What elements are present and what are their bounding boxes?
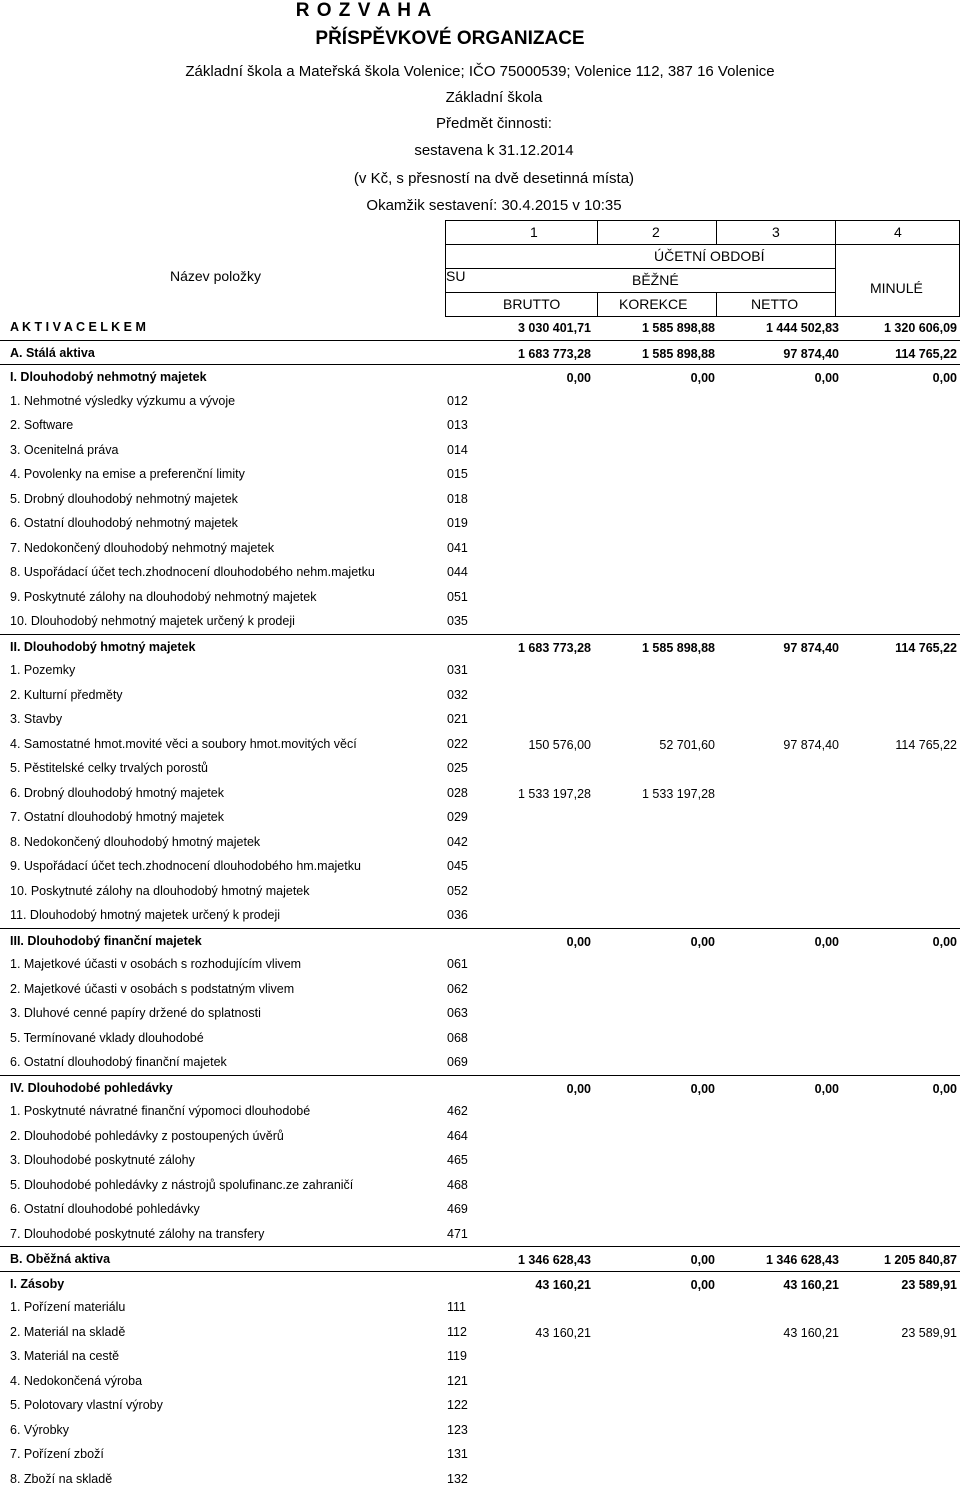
row-name: 5. Termínované vklady dlouhodobé (10, 1030, 204, 1045)
row-name: 1. Majetkové účasti v osobách s rozhodujícím vlivem (10, 957, 302, 971)
row-su-code: 013 (447, 418, 468, 432)
row-name: A. Stálá aktiva (10, 345, 95, 360)
table-row (0, 609, 960, 634)
table-row (0, 1393, 960, 1418)
row-value-col-1: 0,00 (566, 1081, 591, 1096)
row-su-code: 032 (447, 687, 468, 702)
table-row (0, 1075, 960, 1100)
row-value-col-2: 1 533 197,28 (642, 786, 715, 801)
table-row (0, 462, 960, 487)
row-su-code: 021 (447, 712, 468, 726)
row-su-code: 045 (447, 859, 468, 873)
row-name: 1. Pořízení materiálu (10, 1300, 126, 1314)
row-su-code: 462 (447, 1104, 468, 1118)
row-su-code: 062 (447, 981, 468, 996)
table-row (0, 1320, 960, 1345)
row-value-col-4: 0,00 (932, 371, 957, 385)
row-name: 3. Materiál na cestě (10, 1349, 120, 1363)
table-row (0, 1246, 960, 1271)
table-row (0, 389, 960, 414)
row-name: 10. Dlouhodobý nehmotný majetek určený k prodeji (10, 614, 295, 628)
row-value-col-4: 114 765,22 (895, 737, 957, 752)
row-su-code: 123 (447, 1422, 468, 1437)
table-row (0, 1124, 960, 1149)
row-name: 6. Drobný dlouhodobý hmotný majetek (10, 785, 225, 800)
row-name: 3. Ocenitelná práva (10, 442, 119, 457)
row-name: 6. Výrobky (10, 1422, 70, 1437)
table-row (0, 1442, 960, 1467)
row-su-code: 028 (447, 785, 468, 800)
table-row (0, 1295, 960, 1320)
row-name: 11. Dlouhodobý hmotný majetek určený k prodeji (10, 908, 281, 922)
table-row (0, 1148, 960, 1173)
table-row (0, 1197, 960, 1222)
table-row (0, 585, 960, 610)
row-name: 7. Dlouhodobé poskytnuté zálohy na transfery (10, 1226, 265, 1241)
row-name: 2. Kulturní předměty (10, 687, 123, 702)
row-name: 6. Ostatní dlouhodobý nehmotný majetek (10, 516, 238, 530)
table-row (0, 707, 960, 732)
row-value-col-1: 3 030 401,71 (518, 321, 591, 335)
row-su-code: 471 (447, 1226, 468, 1241)
row-value-col-4: 1 320 606,09 (884, 321, 957, 335)
row-value-col-4: 23 589,91 (901, 1325, 957, 1340)
organization-line: Základní škola a Mateřská škola Volenice; IČO 75000539; Volenice 112, 387 16 Volenice (185, 63, 775, 80)
row-value-col-1: 1 683 773,28 (518, 346, 591, 361)
row-su-code: 112 (447, 1324, 467, 1339)
table-row (0, 511, 960, 536)
table-row (0, 413, 960, 438)
table-row (0, 315, 960, 340)
col-number-4: 4 (894, 224, 902, 240)
row-value-col-3: 97 874,40 (783, 346, 839, 361)
table-row (0, 756, 960, 781)
table-row (0, 438, 960, 463)
row-su-code: 041 (447, 540, 468, 555)
row-value-col-1: 150 576,00 (528, 737, 591, 752)
row-name: 7. Ostatní dlouhodobý hmotný majetek (10, 810, 225, 824)
row-su-code: 061 (447, 957, 468, 971)
table-row (0, 487, 960, 512)
row-name: I. Zásoby (10, 1276, 65, 1291)
row-su-code: 069 (447, 1055, 468, 1069)
row-name: 3. Dlouhodobé poskytnuté zálohy (10, 1153, 195, 1167)
row-su-code: 036 (447, 908, 468, 922)
row-su-code: 035 (447, 614, 468, 628)
compiled-date: sestavena k 31.12.2014 (414, 142, 574, 159)
row-su-code: 111 (447, 1300, 467, 1314)
row-su-code: 014 (447, 442, 468, 457)
table-row (0, 952, 960, 977)
table-row (0, 1344, 960, 1369)
row-value-col-1: 1 533 197,28 (518, 786, 591, 801)
precision-note: (v Kč, s přesností na dvě desetinná místa) (353, 170, 635, 187)
row-su-code: 029 (447, 810, 468, 824)
row-value-col-2: 0,00 (690, 371, 715, 385)
row-value-col-3: 0,00 (814, 934, 839, 949)
row-name: A K T I V A C E L K E M (10, 320, 146, 334)
school-line: Základní škola (445, 89, 543, 106)
row-value-col-4: 23 589,91 (901, 1277, 957, 1292)
table-row (0, 805, 960, 830)
row-su-code: 131 (447, 1447, 468, 1461)
row-su-code: 052 (447, 883, 468, 898)
row-su-code: 042 (447, 834, 468, 849)
row-name: 9. Poskytnuté zálohy na dlouhodobý nehmotný majetek (10, 589, 317, 604)
table-row (0, 854, 960, 879)
row-name: 1. Pozemky (10, 663, 76, 677)
row-value-col-3: 1 444 502,83 (766, 321, 839, 335)
row-name: 3. Dluhové cenné papíry držené do splatnosti (10, 1006, 261, 1020)
row-name: 5. Polotovary vlastní výroby (10, 1398, 163, 1412)
row-su-code: 018 (447, 491, 468, 506)
table-row (0, 781, 960, 806)
row-value-col-1: 0,00 (566, 934, 591, 949)
row-value-col-4: 1 205 840,87 (884, 1253, 957, 1267)
table-row (0, 732, 960, 757)
row-name: 7. Nedokončený dlouhodobý nehmotný majetek (10, 540, 275, 555)
row-value-col-2: 1 585 898,88 (642, 346, 715, 361)
row-value-col-3: 0,00 (814, 371, 839, 385)
row-su-code: 025 (447, 761, 468, 775)
table-row (0, 536, 960, 561)
row-name: 7. Pořízení zboží (10, 1447, 104, 1461)
row-name: 6. Ostatní dlouhodobý finanční majetek (10, 1055, 227, 1069)
row-value-col-4: 0,00 (932, 934, 957, 949)
col-number-3: 3 (772, 224, 780, 240)
table-row (0, 1026, 960, 1051)
row-su-code: 121 (447, 1373, 468, 1388)
table-row (0, 879, 960, 904)
row-su-code: 468 (447, 1177, 468, 1192)
row-name: 3. Stavby (10, 712, 63, 726)
row-value-col-2: 0,00 (690, 934, 715, 949)
row-name: 4. Povolenky na emise a preferenční limity (10, 467, 245, 481)
netto-label: NETTO (751, 296, 799, 312)
table-row (0, 658, 960, 683)
su-label: SU (446, 268, 466, 284)
row-name: 5. Pěstitelské celky trvalých porostů (10, 761, 208, 775)
row-su-code: 119 (447, 1349, 467, 1363)
brutto-label: BRUTTO (503, 296, 561, 312)
row-su-code: 031 (447, 663, 468, 677)
table-row (0, 1173, 960, 1198)
table-row (0, 1222, 960, 1247)
row-value-col-3: 1 346 628,43 (766, 1253, 839, 1267)
table-row (0, 683, 960, 708)
row-value-col-2: 0,00 (690, 1253, 715, 1267)
table-row (0, 560, 960, 585)
row-name: 2. Software (10, 418, 74, 432)
row-name: 8. Uspořádací účet tech.zhodnocení dlouhodobého nehm.majetku (10, 565, 375, 579)
activity-line: Předmět činnosti: (436, 115, 552, 132)
table-row (0, 364, 960, 389)
row-name: 1. Poskytnuté návratné finanční výpomoci dlouhodobé (10, 1104, 311, 1118)
table-row (0, 1418, 960, 1443)
row-name: 8. Zboží na skladě (10, 1471, 113, 1486)
korekce-label: KOREKCE (619, 296, 688, 312)
table-row (0, 340, 960, 365)
table-row (0, 977, 960, 1002)
row-name: 10. Poskytnuté zálohy na dlouhodobý hmotný majetek (10, 883, 310, 898)
row-su-code: 063 (447, 1006, 468, 1020)
row-value-col-3: 97 874,40 (783, 640, 839, 655)
current-period-label: BĚŽNÉ (632, 272, 679, 288)
table-row (0, 830, 960, 855)
item-name-label: Název položky (170, 268, 262, 284)
row-value-col-2: 1 585 898,88 (642, 640, 715, 655)
row-value-col-4: 114 765,22 (895, 640, 957, 655)
row-su-code: 022 (447, 736, 468, 751)
row-su-code: 012 (447, 393, 468, 408)
row-value-col-4: 0,00 (932, 1081, 957, 1096)
row-su-code: 464 (447, 1128, 468, 1143)
row-name: 8. Nedokončený dlouhodobý hmotný majetek (10, 834, 261, 849)
col-number-2: 2 (652, 224, 660, 240)
table-row (0, 1050, 960, 1075)
row-su-code: 044 (447, 565, 468, 579)
row-su-code: 051 (447, 589, 468, 604)
row-name: B. Oběžná aktiva (10, 1252, 111, 1266)
table-row (0, 1271, 960, 1296)
row-value-col-2: 1 585 898,88 (642, 321, 715, 335)
row-name: IV. Dlouhodobé pohledávky (10, 1080, 173, 1095)
table-row (0, 1001, 960, 1026)
row-su-code: 122 (447, 1398, 468, 1412)
table-row (0, 928, 960, 953)
previous-period-label: MINULÉ (870, 280, 923, 296)
row-name: 4. Samostatné hmot.movité věci a soubory hmot.movitých věcí (10, 736, 357, 751)
row-name: III. Dlouhodobý finanční majetek (10, 933, 202, 948)
row-value-col-2: 52 701,60 (659, 737, 715, 752)
table-row (0, 1369, 960, 1394)
row-su-code: 132 (447, 1471, 468, 1486)
row-value-col-2: 0,00 (690, 1277, 715, 1292)
row-name: 5. Drobný dlouhodobý nehmotný majetek (10, 491, 238, 506)
accounting-period-label: ÚČETNÍ OBDOBÍ (654, 248, 765, 264)
table-row (0, 1467, 960, 1492)
row-value-col-1: 43 160,21 (535, 1325, 591, 1340)
row-su-code: 015 (447, 467, 468, 481)
table-row (0, 1099, 960, 1124)
report-title: R O Z V A H A (295, 0, 433, 21)
col-number-1: 1 (530, 224, 538, 240)
row-name: 5. Dlouhodobé pohledávky z nástrojů spolufinanc.ze zahraničí (10, 1177, 354, 1192)
row-value-col-2: 0,00 (690, 1081, 715, 1096)
row-value-col-3: 0,00 (814, 1081, 839, 1096)
row-value-col-1: 1 683 773,28 (518, 640, 591, 655)
row-su-code: 068 (447, 1030, 468, 1045)
row-su-code: 019 (447, 516, 468, 530)
row-su-code: 469 (447, 1202, 468, 1216)
row-name: 2. Materiál na skladě (10, 1324, 126, 1339)
row-name: 2. Dlouhodobé pohledávky z postoupených úvěrů (10, 1128, 284, 1143)
row-value-col-3: 43 160,21 (783, 1325, 839, 1340)
row-value-col-3: 97 874,40 (783, 737, 839, 752)
row-value-col-4: 114 765,22 (895, 346, 957, 361)
row-value-col-1: 0,00 (566, 371, 591, 385)
row-name: 2. Majetkové účasti v osobách s podstatným vlivem (10, 981, 295, 996)
compilation-moment: Okamžik sestavení: 30.4.2015 v 10:35 (366, 197, 622, 214)
row-value-col-1: 43 160,21 (535, 1277, 591, 1292)
row-name: 6. Ostatní dlouhodobé pohledávky (10, 1202, 200, 1216)
row-su-code: 465 (447, 1153, 468, 1167)
report-subtitle: PŘÍSPĚVKOVÉ ORGANIZACE (315, 28, 585, 49)
row-name: II. Dlouhodobý hmotný majetek (10, 639, 196, 654)
table-row (0, 903, 960, 928)
row-name: I. Dlouhodobý nehmotný majetek (10, 370, 207, 384)
row-name: 4. Nedokončená výroba (10, 1373, 143, 1388)
table-row (0, 634, 960, 659)
row-value-col-3: 43 160,21 (783, 1277, 839, 1292)
row-name: 9. Uspořádací účet tech.zhodnocení dlouhodobého hm.majetku (10, 859, 361, 873)
row-value-col-1: 1 346 628,43 (518, 1253, 591, 1267)
row-name: 1. Nehmotné výsledky výzkumu a vývoje (10, 393, 236, 408)
